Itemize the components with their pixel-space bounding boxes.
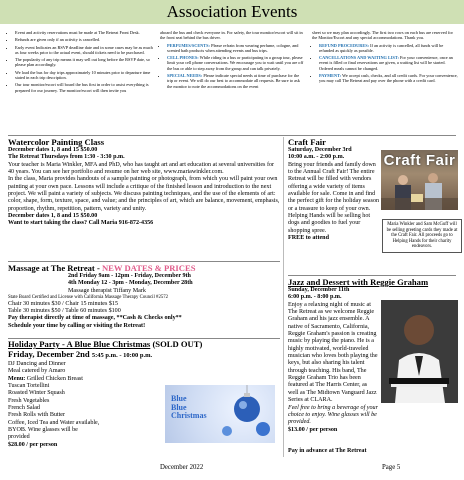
jazz-body-column [288, 287, 378, 434]
watercolor-dates-repeat: December dates 1, 8 and 15 $50.00 [8, 213, 98, 220]
section-divider [8, 261, 280, 262]
massage-schedule: Schedule your time by calling or visiting the Retreat! [8, 322, 146, 329]
craft-caption: Maria Winkler and Sam McGuff will be selling greeting cards they made at the Craft Fair. All proceeds go to Helping Hands for their charity endeavors. [382, 219, 462, 253]
policy-item: • Our tour monitor/escort will board the bus first in order to assist everything is prepared for our journey. The monitor/escort will then invite you [15, 82, 153, 93]
policy-label: REFUND PROCEDURES: [319, 42, 370, 48]
policy-item: • We load the bus for day trips approximately 10 minutes prior to departure time stated in each trip description. [15, 70, 153, 81]
policy-item [167, 43, 305, 54]
holiday-title-text: Holiday Party - A Blue Blue Christmas [8, 339, 151, 349]
policy-label: CELL PHONES: [167, 55, 199, 61]
jazz-pay-line [288, 448, 458, 455]
policy-item [319, 73, 458, 84]
policy-item [319, 55, 458, 71]
policy-continued: sheet so we may plan accordingly. The first two rows on each bus are reserved for the Monitor/Escort and any special accommodations. Thank you. [312, 30, 453, 41]
massage-prices-chair: Chair 30 minutes $30 / Chair 15 minutes $15 [8, 300, 119, 307]
policy-item [167, 55, 305, 71]
jazz-musician-photo [381, 300, 458, 403]
menu-item: Fresh Vegetables [8, 397, 50, 404]
craft-body: Bring your friends and family down to the Annual Craft Fair! The entire Retreat will be filled with vendors offering a wide variety of items available for sale. Come in and find the perfect gift for the holiday season or a treasure to keep of your own. Helping Hands will be selling hot dogs and goodies to fuel your shopping spree. [288, 161, 380, 234]
badge-word: Blue [171, 394, 187, 403]
badge-word: Christmas [171, 411, 207, 420]
policy-column-1 [8, 30, 153, 95]
massage-dates [8, 273, 280, 295]
policy-label: PERFUMES/SCENTS: [167, 42, 210, 48]
holiday-line: DJ Dancing and Dinner [8, 361, 66, 367]
menu-item: provided [8, 434, 30, 441]
badge-word: Blue [171, 402, 187, 412]
policy-item [167, 73, 305, 89]
menu-item: Roasted Winter Squash [8, 390, 65, 397]
craft-fair-photo [381, 150, 458, 210]
watercolor-title: Watercolor Painting Class [8, 137, 105, 147]
blue-christmas-image [165, 385, 275, 443]
policy-item: • Early event Indicates an RSVP deadline date and in some cases may be as much as four weeks prior to the actual event, should tickets need to be purchased. [15, 45, 153, 56]
massage-payment: Pay therapist directly at time of massage, **Cash & Checks only** [8, 315, 182, 322]
craft-date: Saturday, December 3rd [288, 147, 352, 153]
craft-free: FREE to attend [288, 235, 329, 242]
watercolor-dates: December dates 1, 8 and 15 $50.00 [8, 147, 98, 153]
menu-item: Tuscan Tortellini [8, 383, 50, 390]
menu-item: Fresh Rolls with Butter [8, 412, 66, 419]
massage-title-text: Massage at The Retreat - [8, 263, 102, 273]
policy-item: • Event and activity reservations must be made at The Retreat Front Desk. [15, 30, 153, 35]
policy-item [319, 43, 458, 54]
holiday-price: $28.00 / per person [8, 441, 58, 448]
massage-date-1: 2nd Friday 9am - 12pm - Friday, December 9th [68, 273, 191, 279]
massage-new-badge: NEW DATES & PRICES [101, 263, 196, 273]
jazz-title: Jazz and Dessert with Reggie Graham [288, 277, 429, 287]
menu-item: French Salad [8, 405, 40, 412]
craft-fair-banner: Craft Fair [383, 152, 456, 169]
policy-text: We accept cash, checks, and all credit cards. For your convenience, you may call The Retreat and pay over the phone with a credit card. [319, 73, 458, 84]
menu-item: Coffee, Iced Tea and Water available, [8, 419, 100, 426]
massage-title [8, 263, 280, 273]
jazz-beverage-note: Feel free to bring a beverage of your choice to enjoy. Wine glasses will be provided. [288, 404, 378, 426]
policy-text: While riding in a bus or participating in a group tour, please limit your cell phone conversations. We encourage you to wait until you are off the bus or able to step away from the group and can talk privately. [167, 55, 304, 71]
holiday-menu-label: Menu: [8, 375, 26, 382]
massage-license: State Board Certified and License with California Massage Therapy Council #2572 [8, 295, 169, 301]
policy-continued: aboard the bus and check everyone in. For safety, the tour monitor/escort will sit in the front seat behind the bus driver. [160, 30, 303, 41]
massage-article [8, 263, 280, 330]
policy-item: • Refunds are given only if an activity is cancelled. [15, 37, 153, 42]
policy-label: CANCELLATIONS AND WAITING LIST: [319, 55, 399, 61]
holiday-date-line [8, 349, 280, 361]
header-bar [0, 0, 464, 24]
jazz-date: Sunday, December 11th [288, 287, 350, 293]
jazz-time: 6:00 p.m. - 8:00 p.m. [288, 294, 342, 301]
holiday-line: Meal catered by Amaro [8, 368, 66, 375]
massage-prices-table: Table 30 minutes $50 / Table 60 minutes $100 [8, 307, 121, 314]
jazz-payment: Pay in advance at The Retreat [288, 448, 367, 454]
menu-item: Grilled Chicken Breast [26, 375, 83, 382]
holiday-date: Friday, December 2nd [8, 349, 90, 359]
page-title: Association Events [166, 2, 298, 21]
holiday-menu-header [8, 376, 280, 383]
column-divider [283, 137, 284, 457]
section-divider [8, 135, 456, 136]
massage-therapist: Massage therapist Tiffany Mark [68, 287, 146, 294]
holiday-title [8, 339, 280, 349]
policy-text: Please indicate special needs at time of purchase for the trip or event. We will do our best to accommodate all requests. Be sure to ask the monitor to note the accommodations on the event [167, 73, 300, 89]
footer-date: December 2022 [160, 464, 204, 471]
policy-text: For your convenience, once an event is filled or final reservations are given, a waiting list will be started. Ordered meals cannot be changed. [319, 55, 453, 71]
jazz-body: Enjoy a relaxing night of music at The Retreat as we welcome Reggie Graham and his jazz ensemble. A native of Sacramento, California, Reggie Graham's passion is creating music by playing the piano. He is a highly motivated, world-traveled musician who loves both playing the keys, but also sharing his talent through teaching. His band, The Reggie Graham Trio has been featured at The Harris Center, as well as The Midtown Vanguard Jazz Series at CLARA. [288, 301, 378, 404]
watercolor-body: Your teacher is Maria Winkler, MFA and PhD, who has taught art and art education at several universities for 40 years. You can see her portfolio and resume on her web site, www.mariawinkler.com. [8, 161, 275, 176]
watercolor-time: The Retreat Thursdays from 1:30 - 3:30 p.m. [8, 154, 125, 161]
policy-column-2 [160, 30, 305, 91]
massage-date-2: 4th Monday 12 - 3pm - Monday, December 28th [68, 280, 193, 287]
watercolor-body-2: In the class, Maria provides handouts of a sample painting or photograph, from which you will paint your own painting at your own pace. Lessons will include a critique of the finished lesson and introduction to the next project. We will paint a variety of subjects. We discuss painting techniques, and the use of the elements of art: color, shape, form, texture, space, and value; and the principles of art, which are balance, movement, emphasis, proportion, rhythm, repetition, pattern, variety and unity. [8, 176, 280, 212]
craft-time: 10:00 a.m. - 2:00 p.m. [288, 154, 345, 161]
policy-label: PAYMENT: [319, 73, 342, 79]
footer-page-number: Page 5 [382, 464, 401, 471]
watercolor-article [8, 137, 280, 228]
policy-item: • The popularity of any trip means it may sell out long before the RSVP date, so please plan accordingly. [15, 57, 153, 68]
menu-item: BYOB. Wine glasses will be [8, 427, 78, 434]
jazz-price: $13.00 / per person [288, 426, 338, 433]
people-icon [381, 150, 458, 210]
holiday-time: 5:45 p.m. - 10:00 p.m. [91, 352, 153, 359]
policy-column-3 [312, 30, 458, 86]
craft-title: Craft Fair [288, 137, 326, 147]
craft-article [288, 137, 380, 242]
watercolor-signup: Want to start taking the class? Call Maria 916-872-4356 [8, 220, 154, 227]
jazz-article [288, 277, 458, 287]
holiday-soldout: (SOLD OUT) [152, 339, 203, 349]
blue-christmas-badge [171, 395, 207, 421]
policy-label: SPECIAL NEEDS: [167, 73, 203, 79]
section-divider [288, 275, 456, 276]
musician-icon [381, 300, 458, 403]
policy-text: Please refrain from wearing perfume, cologne, and scented bath products when attending events and bus trips. [167, 42, 299, 53]
policy-text: If an activity is cancelled, all funds will be refunded as quickly as possible. [319, 42, 444, 53]
